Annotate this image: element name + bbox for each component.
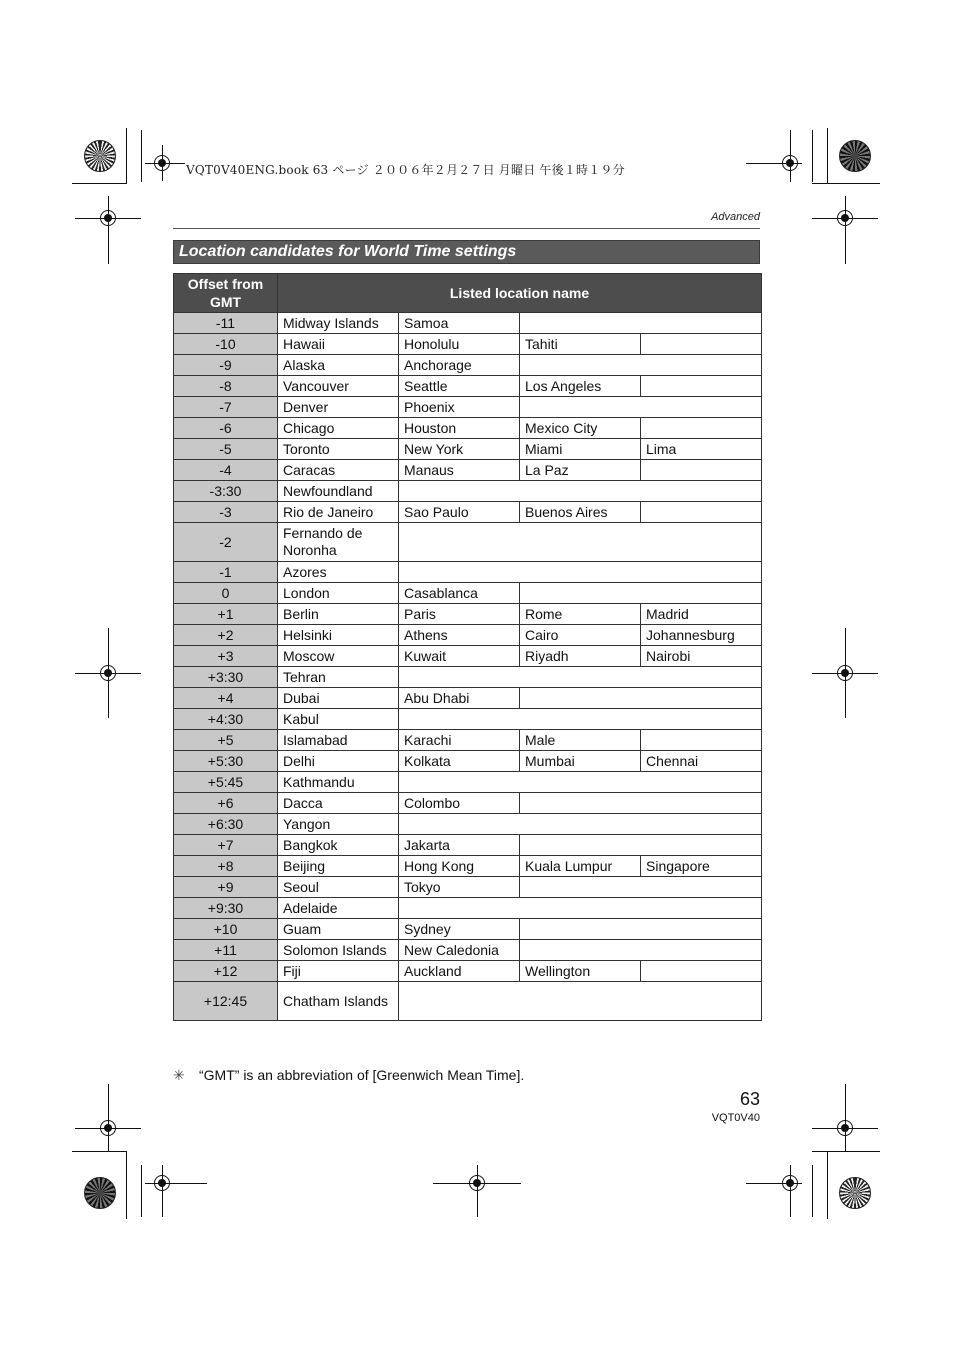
location-cell [641,502,762,523]
offset-cell: +1 [174,604,278,625]
table-row [174,481,762,502]
empty-cell [399,523,762,562]
table-row [174,793,762,814]
location-cell: Rome [520,604,641,625]
section-title: Location candidates for World Time settings [179,243,517,260]
location-cell: Lima [641,439,762,460]
location-cell: La Paz [520,460,641,481]
empty-cell [399,814,762,835]
table-row [174,856,762,877]
location-cell [641,730,762,751]
location-cell: Miami [520,439,641,460]
registration-wheel-icon [839,1177,871,1209]
footnote [173,1067,524,1084]
table-row [174,502,762,523]
location-cell: Beijing [278,856,399,877]
location-cell: Dacca [278,793,399,814]
table-header-row [174,274,762,313]
location-cell: Midway Islands [278,313,399,334]
footnote-text: “GMT” is an abbreviation of [Greenwich Mean Time]. [199,1067,525,1083]
offset-cell: +5:45 [174,772,278,793]
table-row [174,439,762,460]
location-cell [641,460,762,481]
offset-cell: +6 [174,793,278,814]
location-cell [641,376,762,397]
location-cell: Johannesburg [641,625,762,646]
location-cell: Seoul [278,877,399,898]
empty-cell [520,688,762,709]
offset-cell: +8 [174,856,278,877]
offset-cell: -1 [174,562,278,583]
location-cell: Rio de Janeiro [278,502,399,523]
table-row [174,751,762,772]
location-cell: Chicago [278,418,399,439]
registration-wheel-icon [839,140,871,172]
location-cell: Alaska [278,355,399,376]
offset-cell: -11 [174,313,278,334]
offset-cell: +3 [174,646,278,667]
offset-cell: -7 [174,397,278,418]
table-row [174,982,762,1021]
table-row [174,835,762,856]
table-row [174,562,762,583]
table-row [174,730,762,751]
location-cell: Chatham Islands [278,982,399,1021]
location-cell: Buenos Aires [520,502,641,523]
table-body [174,313,762,1021]
empty-cell [399,562,762,583]
location-cell: Phoenix [399,397,520,418]
location-cell: Islamabad [278,730,399,751]
offset-cell: -4 [174,460,278,481]
table-row [174,418,762,439]
empty-cell [520,919,762,940]
table-row [174,688,762,709]
empty-cell [520,835,762,856]
table-row [174,898,762,919]
location-cell: Abu Dhabi [399,688,520,709]
offset-cell: +5 [174,730,278,751]
empty-cell [520,397,762,418]
location-cell: Berlin [278,604,399,625]
offset-cell: +3:30 [174,667,278,688]
location-cell: Moscow [278,646,399,667]
location-cell: Male [520,730,641,751]
table-row [174,460,762,481]
location-cell: Delhi [278,751,399,772]
table-row [174,334,762,355]
table-row [174,523,762,562]
table-row [174,814,762,835]
location-column-header: Listed location name [278,274,762,313]
offset-cell: -2 [174,523,278,562]
offset-cell: +7 [174,835,278,856]
empty-cell [399,481,762,502]
table-row [174,313,762,334]
location-cell: Mumbai [520,751,641,772]
location-cell: Sydney [399,919,520,940]
location-cell: Caracas [278,460,399,481]
location-cell: Kuala Lumpur [520,856,641,877]
location-cell: New York [399,439,520,460]
location-cell: Toronto [278,439,399,460]
offset-cell: +11 [174,940,278,961]
location-cell: Fernando de Noronha [278,523,399,562]
footnote-marker: ✳ [173,1067,185,1083]
empty-cell [520,940,762,961]
location-cell: Kabul [278,709,399,730]
table-row [174,355,762,376]
offset-cell: 0 [174,583,278,604]
location-cell: Hawaii [278,334,399,355]
location-cell: Adelaide [278,898,399,919]
location-cell: Singapore [641,856,762,877]
offset-cell: +2 [174,625,278,646]
location-cell: Auckland [399,961,520,982]
location-cell [641,418,762,439]
location-cell: Kuwait [399,646,520,667]
registration-wheel-icon [84,140,116,172]
location-cell: Fiji [278,961,399,982]
offset-cell: +4:30 [174,709,278,730]
empty-cell [520,355,762,376]
offset-cell: +12 [174,961,278,982]
offset-cell: +5:30 [174,751,278,772]
offset-cell: -9 [174,355,278,376]
location-cell: Kolkata [399,751,520,772]
location-cell: Solomon Islands [278,940,399,961]
empty-cell [520,313,762,334]
empty-cell [399,982,762,1021]
location-cell: Cairo [520,625,641,646]
offset-cell: +6:30 [174,814,278,835]
location-cell: Paris [399,604,520,625]
table-row [174,604,762,625]
empty-cell [520,793,762,814]
location-cell: Bangkok [278,835,399,856]
location-cell: Tokyo [399,877,520,898]
location-cell [641,334,762,355]
offset-cell: -3:30 [174,481,278,502]
empty-cell [399,667,762,688]
location-cell: Colombo [399,793,520,814]
table-row [174,940,762,961]
table-row [174,961,762,982]
table-row [174,772,762,793]
location-cell: Guam [278,919,399,940]
location-cell: Helsinki [278,625,399,646]
location-cell: Manaus [399,460,520,481]
location-cell: Tahiti [520,334,641,355]
location-cell: Wellington [520,961,641,982]
location-cell: New Caledonia [399,940,520,961]
location-cell: Anchorage [399,355,520,376]
location-cell: Dubai [278,688,399,709]
location-cell: Nairobi [641,646,762,667]
location-cell: Los Angeles [520,376,641,397]
offset-cell: +12:45 [174,982,278,1021]
location-cell: Mexico City [520,418,641,439]
offset-column-header: Offset from GMT [174,274,278,313]
location-cell: Honolulu [399,334,520,355]
location-cell: Vancouver [278,376,399,397]
offset-cell: -3 [174,502,278,523]
location-cell: Jakarta [399,835,520,856]
section-title-bar [173,240,760,264]
location-cell [641,961,762,982]
location-cell: Tehran [278,667,399,688]
location-cell: Houston [399,418,520,439]
location-cell: London [278,583,399,604]
location-cell: Riyadh [520,646,641,667]
location-cell: Karachi [399,730,520,751]
offset-cell: +10 [174,919,278,940]
table-row [174,709,762,730]
empty-cell [520,583,762,604]
empty-cell [399,898,762,919]
location-cell: Kathmandu [278,772,399,793]
offset-cell: -6 [174,418,278,439]
table-row [174,376,762,397]
print-info: VQT0V40ENG.book 63 ページ ２００６年２月２７日 月曜日 午後１時１９分 [186,163,625,177]
offset-cell: -10 [174,334,278,355]
page-number: 63 [739,1089,760,1109]
offset-cell: -8 [174,376,278,397]
location-cell: Athens [399,625,520,646]
location-cell: Azores [278,562,399,583]
table-row [174,397,762,418]
table-row [174,646,762,667]
registration-wheel-icon [84,1177,116,1209]
location-cell: Madrid [641,604,762,625]
empty-cell [399,772,762,793]
location-cell: Seattle [399,376,520,397]
location-cell: Yangon [278,814,399,835]
table-row [174,583,762,604]
world-time-table [173,273,762,1021]
model-code: VQT0V40 [711,1112,760,1124]
offset-cell: +9:30 [174,898,278,919]
table-row [174,877,762,898]
table-row [174,667,762,688]
location-cell: Hong Kong [399,856,520,877]
location-cell: Denver [278,397,399,418]
empty-cell [520,877,762,898]
offset-cell: +4 [174,688,278,709]
offset-cell: -5 [174,439,278,460]
table-row [174,919,762,940]
empty-cell [399,709,762,730]
table-row [174,625,762,646]
location-cell: Casablanca [399,583,520,604]
location-cell: Sao Paulo [399,502,520,523]
offset-cell: +9 [174,877,278,898]
section-label: Advanced [711,211,760,223]
header-rule [173,228,760,229]
location-cell: Newfoundland [278,481,399,502]
location-cell: Samoa [399,313,520,334]
location-cell: Chennai [641,751,762,772]
